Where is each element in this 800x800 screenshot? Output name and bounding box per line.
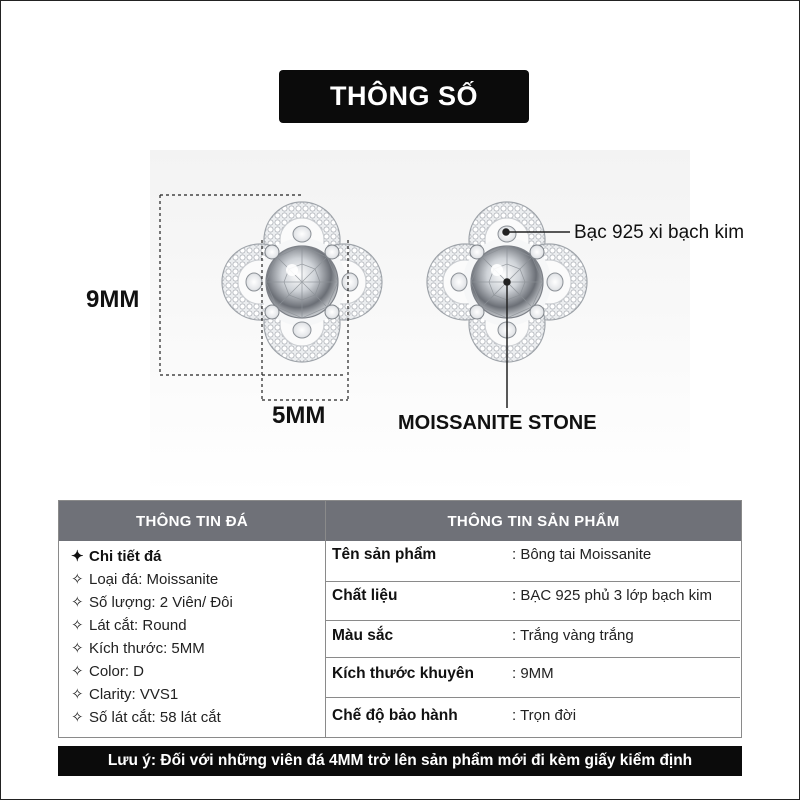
stone-info-header: THÔNG TIN ĐÁ: [59, 501, 325, 541]
height-dimension-label: 9MM: [86, 286, 140, 313]
stone-detail-title: ✦ Chi tiết đá: [71, 545, 325, 568]
left-earring-image: [222, 202, 382, 362]
row-value: : BẠC 925 phủ 3 lớp bạch kim: [512, 587, 712, 604]
table-row: [326, 657, 740, 697]
table-row: [326, 620, 740, 657]
table-row: [326, 697, 740, 737]
row-value: : Trắng vàng trắng: [512, 627, 634, 644]
list-item: ✧ Số lát cắt: 58 lát cắt: [71, 706, 325, 729]
list-item: ✧ Lát cắt: Round: [71, 614, 325, 637]
list-item: ✧ Color: D: [71, 660, 325, 683]
row-value: : 9MM: [512, 665, 554, 682]
product-info-header: THÔNG TIN SẢN PHẨM: [326, 501, 741, 541]
table-row: [326, 581, 740, 620]
star-outline-icon: ✧: [71, 594, 84, 611]
list-item: ✧ Clarity: VVS1: [71, 683, 325, 706]
row-label: Chất liệu: [332, 587, 398, 604]
row-label: Chế độ bảo hành: [332, 707, 458, 724]
list-item: ✧ Kích thước: 5MM: [71, 637, 325, 660]
list-item: ✧ Loại đá: Moissanite: [71, 568, 325, 591]
star-outline-icon: ✧: [71, 571, 84, 588]
star-outline-icon: ✧: [71, 640, 84, 657]
star-outline-icon: ✧: [71, 663, 84, 680]
stone-width-dimension-label: 5MM: [272, 402, 326, 429]
row-label: Màu sắc: [332, 627, 394, 644]
star-outline-icon: ✧: [71, 709, 84, 726]
stone-detail-list: [59, 541, 325, 729]
star-filled-icon: ✦: [71, 548, 84, 565]
star-outline-icon: ✧: [71, 686, 84, 703]
metal-callout-label: Bạc 925 xi bạch kim: [574, 222, 745, 243]
page-title: THÔNG SỐ: [279, 70, 529, 123]
stone-callout-label: MOISSANITE STONE: [398, 412, 597, 434]
row-value: : Bông tai Moissanite: [512, 546, 652, 563]
table-row: [326, 541, 740, 581]
stone-info-table: [58, 500, 326, 738]
row-label: Tên sản phẩm: [332, 546, 437, 563]
row-label: Kích thước khuyên: [332, 665, 474, 682]
row-value: : Trọn đời: [512, 707, 577, 724]
certificate-note: Lưu ý: Đối với những viên đá 4MM trở lên sản phẩm mới đi kèm giấy kiểm định: [58, 746, 742, 776]
star-outline-icon: ✧: [71, 617, 84, 634]
product-info-table: [326, 500, 742, 738]
list-item: ✧ Số lượng: 2 Viên/ Đôi: [71, 591, 325, 614]
